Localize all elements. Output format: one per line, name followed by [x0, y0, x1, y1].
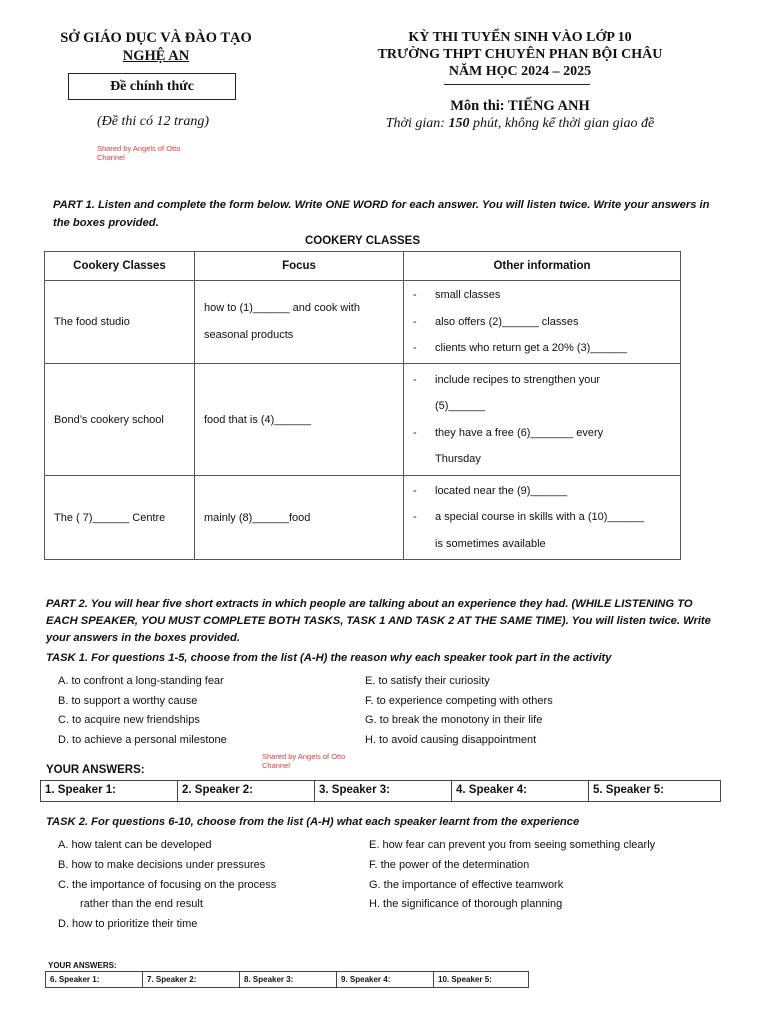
table-header-row: [45, 252, 681, 281]
info-item: - a special course in skills with a (10)______: [413, 504, 671, 531]
task1-answers-label: YOUR ANSWERS:: [46, 764, 145, 776]
info-cell: [404, 364, 681, 476]
table-title: COOKERY CLASSES: [304, 235, 421, 247]
exam-title: KỲ THI TUYỂN SINH VÀO LỚP 10: [408, 30, 632, 45]
info-cell: [404, 476, 681, 560]
focus-cell: how to (1)______ and cook with seasonal products: [195, 281, 404, 364]
option-item: F. to experience competing with others: [365, 694, 553, 707]
watermark-text: Shared by Angels of Otto Channel: [262, 752, 346, 770]
answer-box[interactable]: 2. Speaker 2:: [178, 781, 315, 801]
task1-options-right: [365, 672, 685, 750]
option-item: rather than the end result: [80, 898, 203, 911]
info-item: - include recipes to strengthen your: [413, 367, 671, 394]
option-item: E. to satisfy their curiosity: [365, 675, 490, 687]
option-item: C. to acquire new friendships: [58, 714, 200, 726]
class-name: The ( 7)______ Centre: [45, 476, 195, 560]
task2-answer-row: [45, 971, 529, 988]
option-item: B. how to make decisions under pressures: [58, 858, 266, 871]
option-item: C. the importance of focusing on the process: [58, 878, 277, 891]
school-year: NĂM HỌC 2024 – 2025: [448, 64, 592, 79]
option-item: F. the power of the determination: [369, 858, 530, 871]
class-name: The food studio: [45, 281, 195, 364]
task1-answer-row: [40, 780, 721, 802]
watermark-text: Shared by Angels of Otto Channel: [97, 144, 181, 162]
info-item: Thursday: [435, 453, 481, 465]
time-note: Thời gian: 150 phút, không kể thời gian giao đề: [385, 116, 655, 131]
task1-options-left: [58, 672, 348, 750]
focus-cell: food that is (4)______: [195, 364, 404, 476]
table-row: [45, 476, 681, 560]
info-item: - they have a free (6)_______ every: [413, 420, 671, 447]
table-row: [45, 281, 681, 364]
info-item: (5)______: [435, 400, 486, 412]
answer-box[interactable]: 9. Speaker 4:: [337, 972, 434, 987]
subject-title: Môn thi: TIẾNG ANH: [450, 98, 590, 114]
option-item: D. how to prioritize their time: [58, 918, 198, 931]
task2-answers-label: YOUR ANSWERS:: [48, 961, 117, 970]
info-cell: [404, 281, 681, 364]
header-divider: [444, 84, 590, 85]
option-item: G. the importance of effective teamwork: [369, 878, 564, 891]
department-name: SỞ GIÁO DỤC VÀ ĐÀO TẠO: [60, 30, 252, 46]
option-item: A. how talent can be developed: [58, 839, 212, 851]
option-item: G. to break the monotony in their life: [365, 714, 543, 726]
answer-box[interactable]: 10. Speaker 5:: [438, 975, 492, 984]
focus-cell: mainly (8)______food: [195, 476, 404, 560]
task1-title: TASK 1. For questions 1-5, choose from the list (A-H) the reason why each speaker took part in the activity: [46, 652, 612, 664]
answer-box[interactable]: 6. Speaker 1:: [46, 972, 143, 987]
answer-box[interactable]: 5. Speaker 5:: [593, 784, 664, 796]
option-item: B. to support a worthy cause: [58, 694, 198, 707]
option-item: A. to confront a long-standing fear: [58, 675, 224, 687]
col-header: Focus: [195, 252, 404, 281]
col-header: Cookery Classes: [45, 252, 195, 281]
answer-box[interactable]: 7. Speaker 2:: [143, 972, 240, 987]
info-item: - also offers (2)______ classes: [413, 309, 671, 336]
task2-title: TASK 2. For questions 6-10, choose from the list (A-H) what each speaker learnt from the experience: [46, 816, 580, 828]
official-exam-box: Đề chính thức: [68, 73, 236, 100]
part1-instructions: PART 1. Listen and complete the form below. Write ONE WORD for each answer. You will listen twice. Write your answers in the boxes provided.: [53, 199, 710, 229]
cookery-table: [44, 251, 681, 560]
answer-box[interactable]: 4. Speaker 4:: [452, 781, 589, 801]
pages-note: (Đề thi có 12 trang): [97, 114, 209, 129]
option-item: E. how fear can prevent you from seeing something clearly: [369, 839, 656, 851]
info-item: - small classes: [413, 282, 671, 309]
part2-instructions: PART 2. You will hear five short extracts in which people are talking about an experience they had. (WHILE LISTENING TO EACH SPEAKER, YOU MUST COMPLETE BOTH TASKS, TASK 1 AND TASK 2 AT THE SAME TIME). You will listen twice. Write your answers in the boxes provided.: [46, 598, 711, 644]
option-item: D. to achieve a personal milestone: [58, 733, 227, 746]
info-item: is sometimes available: [435, 537, 546, 550]
option-item: H. the significance of thorough planning: [369, 898, 563, 911]
table-row: [45, 364, 681, 476]
answer-box[interactable]: 1. Speaker 1:: [41, 781, 178, 801]
option-item: H. to avoid causing disappointment: [365, 733, 537, 746]
province-name: NGHỆ AN: [122, 48, 190, 64]
info-item: - located near the (9)______: [413, 478, 671, 505]
answer-box[interactable]: 3. Speaker 3:: [315, 781, 452, 801]
col-header: Other information: [404, 252, 681, 281]
info-item: - clients who return get a 20% (3)______: [413, 335, 671, 362]
task2-options-left: [58, 836, 358, 935]
school-name: TRƯỜNG THPT CHUYÊN PHAN BỘI CHÂU: [377, 47, 663, 62]
task2-options-right: [369, 836, 729, 915]
answer-box[interactable]: 8. Speaker 3:: [240, 972, 337, 987]
class-name: Bond’s cookery school: [45, 364, 195, 476]
